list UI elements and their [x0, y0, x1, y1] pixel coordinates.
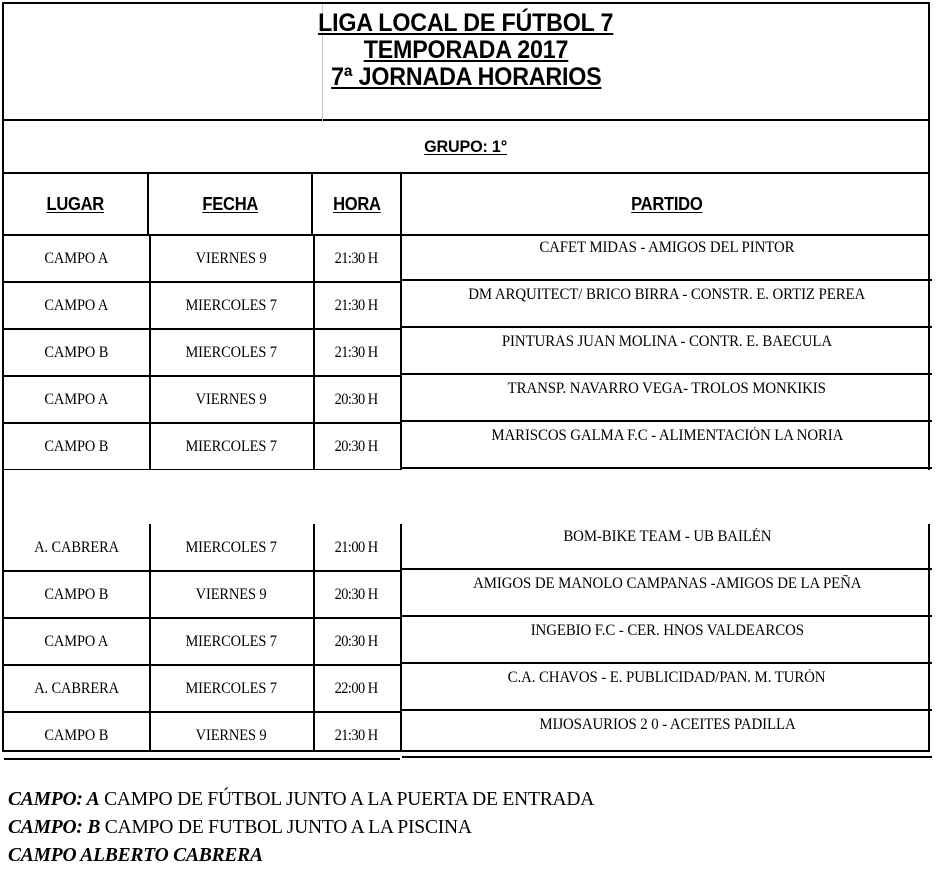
cell-fecha-text: VIERNES 9: [195, 390, 267, 408]
cell-lugar-text: CAMPO B: [44, 585, 109, 603]
cell-fecha: [149, 236, 313, 281]
cell-lugar-text: CAMPO A: [44, 296, 109, 314]
cell-hora-text: 20:30 H: [335, 437, 378, 455]
partido-column: [402, 236, 932, 752]
footer-note: [8, 814, 928, 842]
title-line-2: TEMPORADA 2017: [363, 36, 569, 64]
footer-note-emphasis: CAMPO: B: [8, 817, 101, 838]
footer-note-text: CAMPO DE FUTBOL JUNTO A LA PISCINA: [100, 817, 472, 838]
cell-partido-text: INGEBIO F.C - CER. HNOS VALDEARCOS: [530, 622, 804, 639]
cell-fecha: [149, 713, 313, 758]
table-row: [4, 525, 400, 572]
column-header-partido: [402, 174, 932, 234]
title-line-3: 7ª JORNADA HORARIOS: [330, 63, 602, 91]
cell-lugar-text: CAMPO A: [44, 390, 109, 408]
cell-fecha-text: VIERNES 9: [195, 726, 267, 744]
cell-hora-text: 20:30 H: [335, 585, 378, 603]
cell-lugar-text: A. CABRERA: [34, 538, 119, 556]
cell-fecha: [149, 424, 313, 469]
footer-note-emphasis: CAMPO ALBERTO CABRERA: [8, 845, 263, 866]
title-block: [4, 4, 928, 121]
cell-hora: [313, 377, 400, 422]
footer-note-text: CAMPO DE FÚTBOL JUNTO A LA PUERTA DE ENTRADA: [99, 789, 595, 810]
cell-fecha-text: MIERCOLES 7: [185, 343, 277, 361]
left-columns-grid: [4, 236, 402, 752]
table-row: [4, 377, 400, 424]
cell-partido-text: CAFET MIDAS - AMIGOS DEL PINTOR: [539, 239, 795, 256]
cell-fecha-text: VIERNES 9: [195, 249, 267, 267]
column-header-fecha-label: FECHA: [202, 193, 258, 214]
cell-lugar: [4, 330, 149, 375]
column-header-lugar: [4, 174, 149, 234]
cell-partido-text: AMIGOS DE MANOLO CAMPANAS -AMIGOS DE LA PEÑA: [472, 575, 862, 592]
cell-lugar: [4, 283, 149, 328]
partido-row: [402, 281, 932, 328]
footer-note-emphasis: CAMPO: A: [8, 789, 100, 810]
group-1-label: GRUPO: 1°: [424, 136, 508, 156]
cell-fecha: [149, 283, 313, 328]
table-row: [4, 619, 400, 666]
cell-lugar-text: CAMPO B: [44, 437, 109, 455]
column-header-hora: [313, 174, 402, 234]
cell-lugar-text: CAMPO A: [44, 632, 109, 650]
cell-hora: [313, 283, 400, 328]
cell-fecha-text: MIERCOLES 7: [185, 679, 277, 697]
footer-note: [8, 786, 928, 814]
cell-fecha-text: MIERCOLES 7: [185, 538, 277, 556]
footer-note: [8, 842, 928, 870]
cell-lugar-text: A. CABRERA: [34, 679, 119, 697]
table-row: [4, 424, 400, 471]
cell-lugar: [4, 713, 149, 758]
cell-hora: [313, 619, 400, 664]
partido-row: [402, 375, 932, 422]
partido-row: [402, 422, 932, 469]
cell-fecha-text: MIERCOLES 7: [185, 632, 277, 650]
cell-hora: [313, 713, 400, 758]
cell-lugar: [4, 377, 149, 422]
cell-hora: [313, 666, 400, 711]
cell-hora-text: 20:30 H: [335, 390, 378, 408]
table-row: [4, 236, 400, 283]
cell-lugar-text: CAMPO B: [44, 726, 109, 744]
cell-partido-text: MIJOSAURIOS 2 0 - ACEITES PADILLA: [538, 716, 796, 733]
cell-fecha-text: MIERCOLES 7: [185, 437, 277, 455]
cell-partido-text: C.A. CHAVOS - E. PUBLICIDAD/PAN. M. TURÓN: [508, 669, 826, 686]
partido-row: [402, 617, 932, 664]
partido-row: [402, 570, 932, 617]
table-row: [4, 283, 400, 330]
cell-lugar: [4, 666, 149, 711]
cell-fecha: [149, 525, 313, 570]
cell-partido-text: TRANSP. NAVARRO VEGA- TROLOS MONKIKIS: [507, 380, 827, 397]
cell-hora-text: 21:30 H: [335, 726, 378, 744]
cell-partido-text: BOM-BIKE TEAM - UB BAILÉN: [562, 528, 772, 545]
cell-hora-text: 21:00 H: [335, 538, 378, 556]
title-line-1: LIGA LOCAL DE FÚTBOL 7: [318, 9, 614, 37]
cell-hora-text: 22:00 H: [335, 679, 378, 697]
cell-partido-text: PINTURAS JUAN MOLINA - CONTR. E. BAECULA: [501, 333, 833, 350]
column-header-lugar-label: LUGAR: [46, 193, 105, 214]
partido-row: [402, 328, 932, 375]
column-header-row: [4, 174, 928, 236]
cell-hora-text: 21:30 H: [335, 249, 378, 267]
partido-row: [402, 523, 932, 570]
group-1-banner: [4, 121, 928, 174]
cell-hora: [313, 330, 400, 375]
schedule-table: [2, 2, 930, 752]
cell-hora: [313, 424, 400, 469]
cell-fecha: [149, 572, 313, 617]
cell-hora-text: 21:30 H: [335, 343, 378, 361]
cell-hora-text: 20:30 H: [335, 632, 378, 650]
cell-lugar: [4, 525, 149, 570]
table-row: [4, 330, 400, 377]
table-row: [4, 572, 400, 619]
group-2-banner-mask-partido: [402, 470, 932, 524]
cell-lugar: [4, 424, 149, 469]
cell-fecha: [149, 377, 313, 422]
cell-fecha: [149, 619, 313, 664]
partido-row: [402, 234, 932, 281]
column-header-partido-label: PARTIDO: [631, 193, 703, 214]
cell-hora-text: 21:30 H: [335, 296, 378, 314]
partido-row: [402, 711, 932, 758]
cell-partido-text: DM ARQUITECT/ BRICO BIRRA - CONSTR. E. ORTIZ PEREA: [468, 286, 866, 303]
table-row: [4, 666, 400, 713]
cell-lugar: [4, 236, 149, 281]
cell-lugar-text: CAMPO B: [44, 343, 109, 361]
column-header-fecha: [149, 174, 313, 234]
cell-fecha-text: VIERNES 9: [195, 585, 267, 603]
footer-notes: [8, 786, 928, 870]
column-header-hora-label: HORA: [332, 193, 381, 214]
group-2-banner-mask-left: [4, 470, 402, 524]
cell-lugar-text: CAMPO A: [44, 249, 109, 267]
table-row: [4, 713, 400, 760]
cell-partido-text: MARISCOS GALMA F.C - ALIMENTACIÓN LA NORIA: [491, 427, 843, 444]
cell-lugar: [4, 572, 149, 617]
cell-hora: [313, 572, 400, 617]
cell-fecha-text: MIERCOLES 7: [185, 296, 277, 314]
partido-row: [402, 664, 932, 711]
cell-fecha: [149, 666, 313, 711]
cell-fecha: [149, 330, 313, 375]
cell-lugar: [4, 619, 149, 664]
cell-hora: [313, 236, 400, 281]
cell-hora: [313, 525, 400, 570]
